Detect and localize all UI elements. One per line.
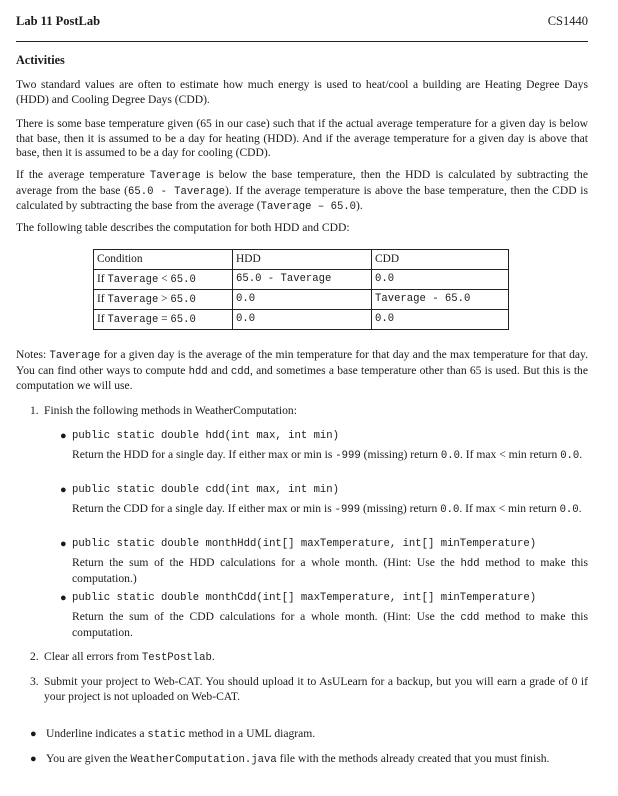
table-header-row [94, 250, 509, 270]
step-number: 3. [30, 675, 39, 688]
course-code: CS1440 [547, 14, 588, 28]
method-signature: public static double cdd(int max, int min) [72, 484, 340, 496]
step-text: Finish the following methods in WeatherComputation: [44, 404, 297, 417]
hdd-cell: 0.0 [233, 290, 372, 310]
bullet-icon: ● [60, 538, 67, 550]
table-header-cell: HDD [233, 250, 372, 270]
method-description: Return the HDD for a single day. If either max or min is -999 (missing) return 0.0. If max < min return 0.0. [72, 448, 583, 462]
computation-table [93, 249, 509, 330]
bullet-icon: ● [30, 753, 37, 765]
intro-paragraph-2: There is some base temperature given (65 in our case) such that if the actual average temperature for a given day is below that base, then it is assumed to be a day for heating (HDD). And if the average temperature for a given day is above that base, then it is assumed to be a day for cooling (CDD). [16, 117, 588, 160]
table-row [94, 310, 509, 330]
document-title: Lab 11 PostLab [16, 14, 101, 28]
method-description: Return the sum of the HDD calculations for a whole month. (Hint: Use the hdd method to make this computation.) [72, 556, 588, 585]
note-text: Underline indicates a static method in a UML diagram. [46, 727, 316, 741]
table-row [94, 270, 509, 290]
step-number: 2. [30, 650, 39, 663]
bullet-icon: ● [60, 484, 67, 496]
method-signature: public static double hdd(int max, int min) [72, 430, 340, 442]
cdd-cell: 0.0 [372, 310, 509, 330]
condition-cell: If Taverage = 65.0 [94, 310, 233, 330]
bullet-icon: ● [60, 592, 67, 604]
hdd-cell: 65.0 - Taverage [233, 270, 372, 290]
intro-paragraph-4: The following table describes the computation for both HDD and CDD: [16, 221, 350, 234]
condition-cell: If Taverage > 65.0 [94, 290, 233, 310]
table-header-cell: CDD [372, 250, 509, 270]
section-heading: Activities [16, 53, 65, 67]
table-header-cell: Condition [94, 250, 233, 270]
page-header [16, 14, 588, 30]
note-text: You are given the WeatherComputation.java file with the methods already created that you must finish. [46, 752, 550, 766]
step-text: Clear all errors from TestPostlab. [44, 650, 215, 664]
method-description: Return the sum of the CDD calculations for a whole month. (Hint: Use the cdd method to make this computation. [72, 610, 588, 639]
step-number: 1. [30, 404, 39, 417]
notes-paragraph: Notes: Taverage for a given day is the average of the min temperature for that day and the max temperature for that day. You can find other ways to compute hdd and cdd, and sometimes a base temperature other than 65 is used. But this is the computation we will use. [16, 348, 588, 393]
table-row [94, 290, 509, 310]
header-rule [16, 41, 588, 42]
hdd-cell: 0.0 [233, 310, 372, 330]
bullet-icon: ● [60, 430, 67, 442]
cdd-cell: Taverage - 65.0 [372, 290, 509, 310]
cdd-cell: 0.0 [372, 270, 509, 290]
condition-cell: If Taverage < 65.0 [94, 270, 233, 290]
bullet-icon: ● [30, 728, 37, 740]
intro-paragraph-3: If the average temperature Taverage is below the base temperature, then the HDD is calculated by subtracting the average from the base (65.0 - Taverage). If the average temperature is above the base temperature, then the CDD is calculated by subtracting the base from the average (Taverage – 65.0). [16, 168, 589, 214]
step-text: Submit your project to Web-CAT. You should upload it to AsULearn for a backup, but you will earn a grade of 0 if your project is not uploaded on Web-CAT. [44, 675, 588, 703]
method-signature: public static double monthHdd(int[] maxTemperature, int[] minTemperature) [72, 538, 537, 550]
method-signature: public static double monthCdd(int[] maxTemperature, int[] minTemperature) [72, 592, 537, 604]
intro-paragraph-1: Two standard values are often to estimate how much energy is used to heat/cool a building are Heating Degree Days (HDD) and Cooling Degree Days (CDD). [16, 78, 588, 106]
method-description: Return the CDD for a single day. If either max or min is -999 (missing) return 0.0. If max < min return 0.0. [72, 502, 582, 516]
